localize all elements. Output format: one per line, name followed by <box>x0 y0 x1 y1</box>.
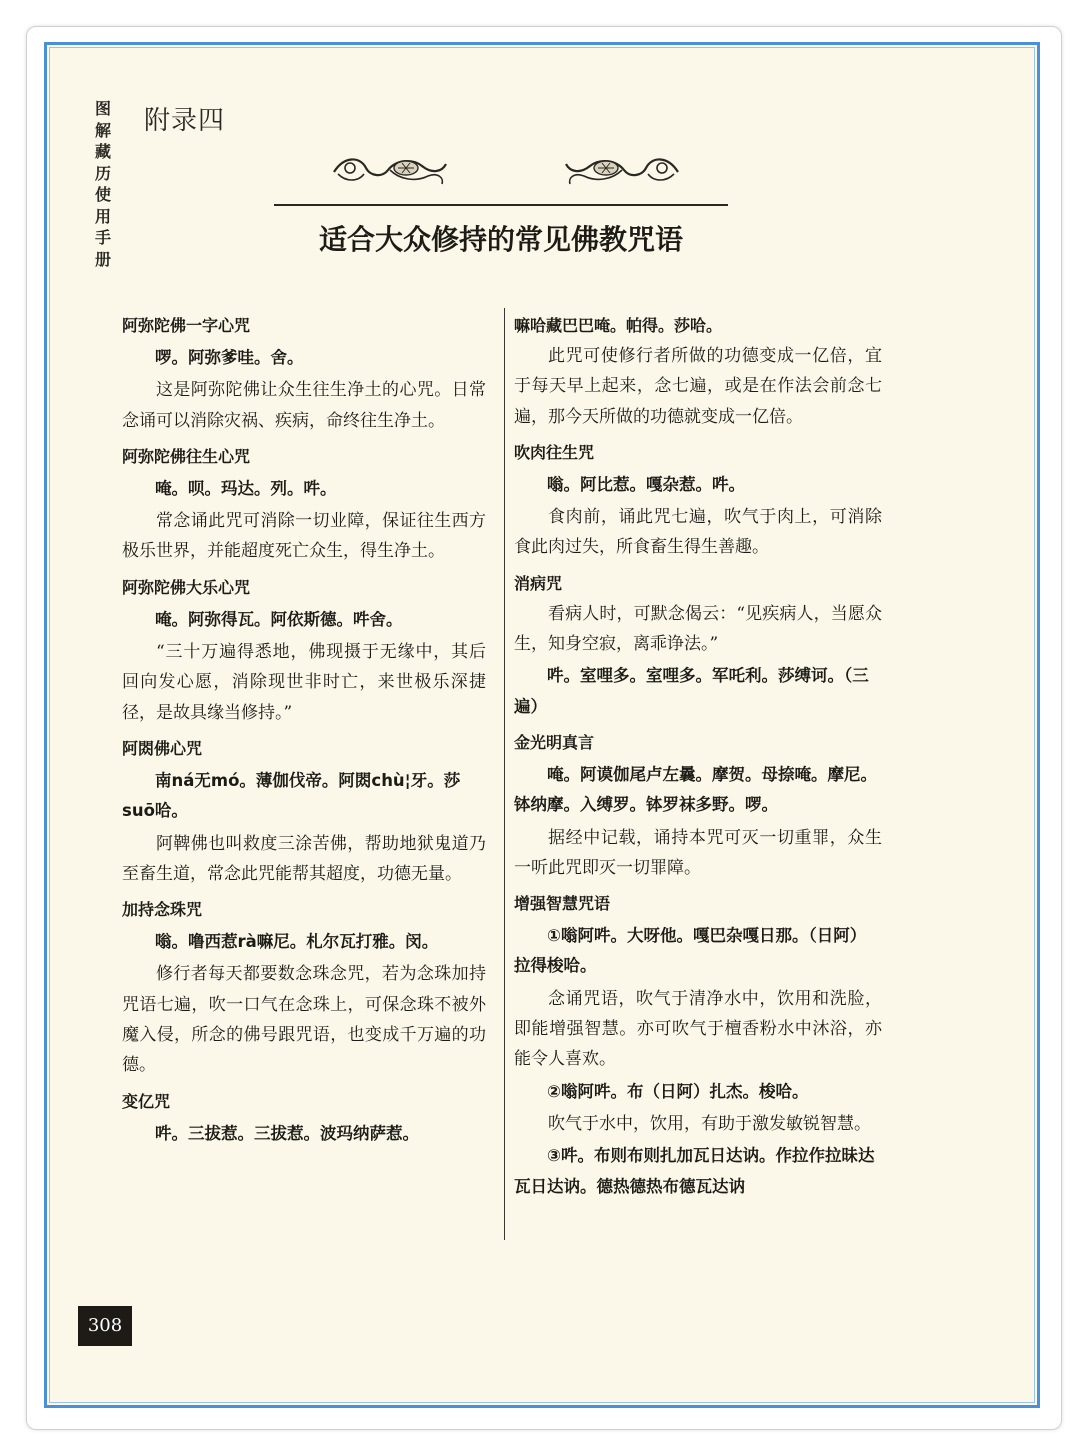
section-heading: 增强智慧咒语 <box>514 894 611 914</box>
page-number: 308 <box>78 1306 132 1346</box>
mantra-line: 唵。阿弥得瓦。阿依斯德。吽舍。 <box>155 609 403 629</box>
appendix-label: 附录四 <box>144 106 226 136</box>
page-title: 适合大众修持的常见佛教咒语 <box>318 223 683 256</box>
column-divider <box>504 308 505 1240</box>
section-heading: 金光明真言 <box>514 732 595 752</box>
mantra-line: ③吽。布则布则扎加瓦日达讷。作拉作拉昧达瓦日达讷。德热德热布德瓦达讷 <box>514 1146 875 1196</box>
body-paragraph: 食肉前，诵此咒七遍，吹气于肉上，可消除食此肉过失，所食畜生得生善趣。 <box>514 507 882 558</box>
section-heading: 阿弥陀佛一字心咒 <box>122 316 251 335</box>
section-heading: 阿閦佛心咒 <box>122 738 203 758</box>
mantra-line: 吽。室哩多。室哩多。军吒利。莎缚诃。（三遍） <box>514 666 869 716</box>
mantra-continuation: 嘛哈藏巴巴唵。帕得。莎哈。 <box>514 316 723 335</box>
body-paragraph: 看病人时，可默念偈云：“见疾病人，当愿众生，知身空寂，离乖诤法。” <box>514 603 882 655</box>
body-paragraph: 修行者每天都要数念珠念咒，若为念珠加持咒语七遍，吹一口气在念珠上，可保念珠不被外魔入侵，所念的佛号跟咒语，也变成千万遍的功德。 <box>122 964 486 1076</box>
body-paragraph: 据经中记载，诵持本咒可灭一切重罪，众生一听此咒即灭一切罪障。 <box>514 827 882 878</box>
body-paragraph: 吹气于水中，饮用，有助于激发敏锐智慧。 <box>548 1113 871 1134</box>
vertical-book-title: 图解藏历使用手册 <box>94 99 111 269</box>
mantra-line: 唵。阿谟伽尾卢左曩。摩贺。母捺唵。摩尼。钵纳摩。入缚罗。钵罗袜多野。啰。 <box>514 764 877 815</box>
body-paragraph: 此咒可使修行者所做的功德变成一亿倍，宜于每天早上起来，念七遍，或是在作法会前念七遍，那今天所做的功德就变成一亿倍。 <box>514 346 882 427</box>
mantra-line: 嗡。阿比惹。嘎杂惹。吽。 <box>547 474 745 494</box>
right-column <box>514 305 882 1204</box>
section-heading: 阿弥陀佛大乐心咒 <box>122 577 251 597</box>
section-heading: 加持念珠咒 <box>122 900 203 920</box>
mantra-line: ①嗡阿吽。大呀他。嘎巴杂嘎日那。（日阿）拉得梭哈。 <box>514 926 867 976</box>
ornament-right-icon <box>562 150 682 190</box>
mantra-line: 南ná无mó。薄伽伐帝。阿閦chù¦牙。莎suō哈。 <box>122 770 461 821</box>
body-paragraph: 常念诵此咒可消除一切业障，保证往生西方极乐世界，并能超度死亡众生，得生净土。 <box>122 511 486 562</box>
section-heading: 吹肉往生咒 <box>514 442 595 462</box>
ornament-left-icon <box>330 150 450 190</box>
mantra-line: ②嗡阿吽。布（日阿）扎杰。梭哈。 <box>547 1081 809 1101</box>
body-paragraph: “三十万遍得悉地，佛现摄于无缘中，其后回向发心愿，消除现世非时亡，来世极乐深捷径，是故具缘当修持。” <box>122 642 486 723</box>
section-heading: 变亿咒 <box>122 1091 171 1111</box>
body-paragraph: 念诵咒语，吹气于清净水中，饮用和洗脸，即能增强智慧。亦可吹气于檀香粉水中沐浴，亦能令人喜欢。 <box>514 988 882 1070</box>
mantra-line: 嗡。噜西惹rà嘛尼。札尔瓦打雅。闵。 <box>155 932 439 952</box>
section-heading: 消病咒 <box>514 573 563 593</box>
mantra-line: 啰。阿弥爹哇。舍。 <box>155 348 304 367</box>
body-paragraph: 阿鞞佛也叫救度三涂苦佛，帮助地狱鬼道乃至畜生道，常念此咒能帮其超度，功德无量。 <box>122 833 486 884</box>
title-rule <box>274 204 728 206</box>
left-column <box>122 305 486 1151</box>
section-heading: 阿弥陀佛往生心咒 <box>122 446 251 466</box>
mantra-line: 唵。呗。玛达。列。吽。 <box>155 478 337 498</box>
mantra-line: 吽。三拔惹。三拔惹。波玛纳萨惹。 <box>155 1123 419 1143</box>
body-paragraph: 这是阿弥陀佛让众生往生净土的心咒。日常念诵可以消除灾祸、疾病，命终往生净土。 <box>122 380 486 431</box>
